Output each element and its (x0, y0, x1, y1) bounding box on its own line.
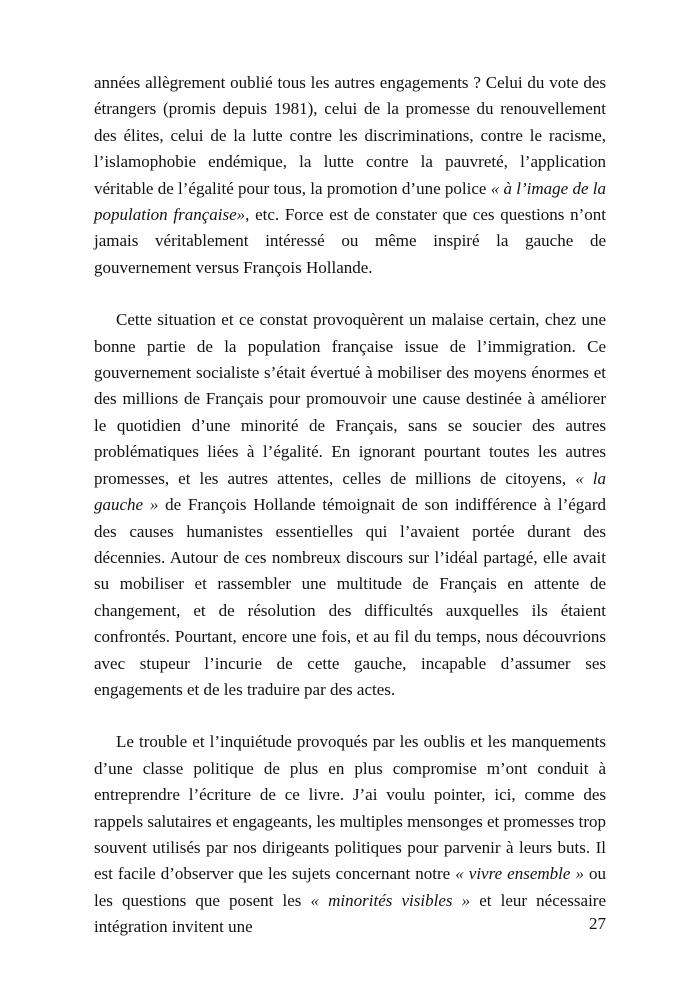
paragraph-2 (94, 307, 606, 703)
paragraph-2-run-1: Cette situation et ce constat provoquèrent un malaise certain, chez une bonne partie de la population française issue de l’immigration. Ce gouvernement socialiste s’était évertué à mobiliser des moyens énormes et des millions de Français pour promouvoir une cause destinée à améliorer le quotidien d’une minorité de Français, sans se soucier des autres problématiques liées à l’égalité. En ignorant pourtant toutes les autres promesses, et les autres attentes, celles de millions de citoyens, (94, 310, 606, 488)
paragraph-1 (94, 70, 606, 281)
paragraph-3-run-3: ou les questions que posent les (94, 864, 606, 910)
body-text (94, 70, 606, 941)
paragraph-1-run-3: , etc. Force est de constater que ces questions n’ont jamais véritablement intéressé ou même inspiré la gauche de gouvernement versus François Hollande. (94, 205, 606, 277)
paragraph-3-italic-quote-1: « vivre ensemble » (455, 864, 584, 884)
paragraph-2-run-3: de François Hollande témoignait de son indifférence à l’égard des causes humanistes essentielles qui l’avaient portée durant des décennies. Autour de ces nombreux discours sur l’idéal partagé, elle avait su mobiliser et rassembler une multitude de Français en attente de changement, et de résolution des difficultés auxquelles ils étaient confrontés. Pourtant, encore une fois, et au fil du temps, nous découvrions avec stupeur l’incurie de cette gauche, incapable d’assumer ses engagements et de les traduire par des actes. (94, 495, 606, 699)
paragraph-3-run-1: Le trouble et l’inquiétude provoqués par les oublis et les manquements d’une classe politique de plus en plus compromise m’ont conduit à entreprendre l’écriture de ce livre. J’ai voulu pointer, ici, comme des rappels salutaires et engageants, les multiples mensonges et promesses trop souvent utilisés par nos dirigeants politiques pour parvenir à leurs buts. Il est facile d’observer que les sujets concernant notre (94, 732, 606, 884)
paragraph-1-run-1: années allègrement oublié tous les autres engagements ? Celui du vote des étrangers (promis depuis 1981), celui de la promesse du renouvellement des élites, celui de la lutte contre les discriminations, contre le racisme, l’islamophobie endémique, la lutte contre la pauvreté, l’application véritable de l’égalité pour tous, la promotion d’une police (94, 73, 606, 198)
paragraph-3-run-5: et leur nécessaire intégration invitent une (94, 890, 607, 937)
paragraph-2-italic-quote: « la gauche » (94, 468, 606, 515)
paragraph-spacer (94, 703, 606, 729)
paragraph-3 (94, 729, 606, 940)
page-number: 27 (589, 914, 606, 933)
paragraph-spacer (94, 281, 606, 307)
paragraph-3-italic-quote-2: « minorités visibles » (310, 890, 471, 910)
paragraph-1-italic-quote: « à l’image de la population française» (94, 178, 606, 225)
